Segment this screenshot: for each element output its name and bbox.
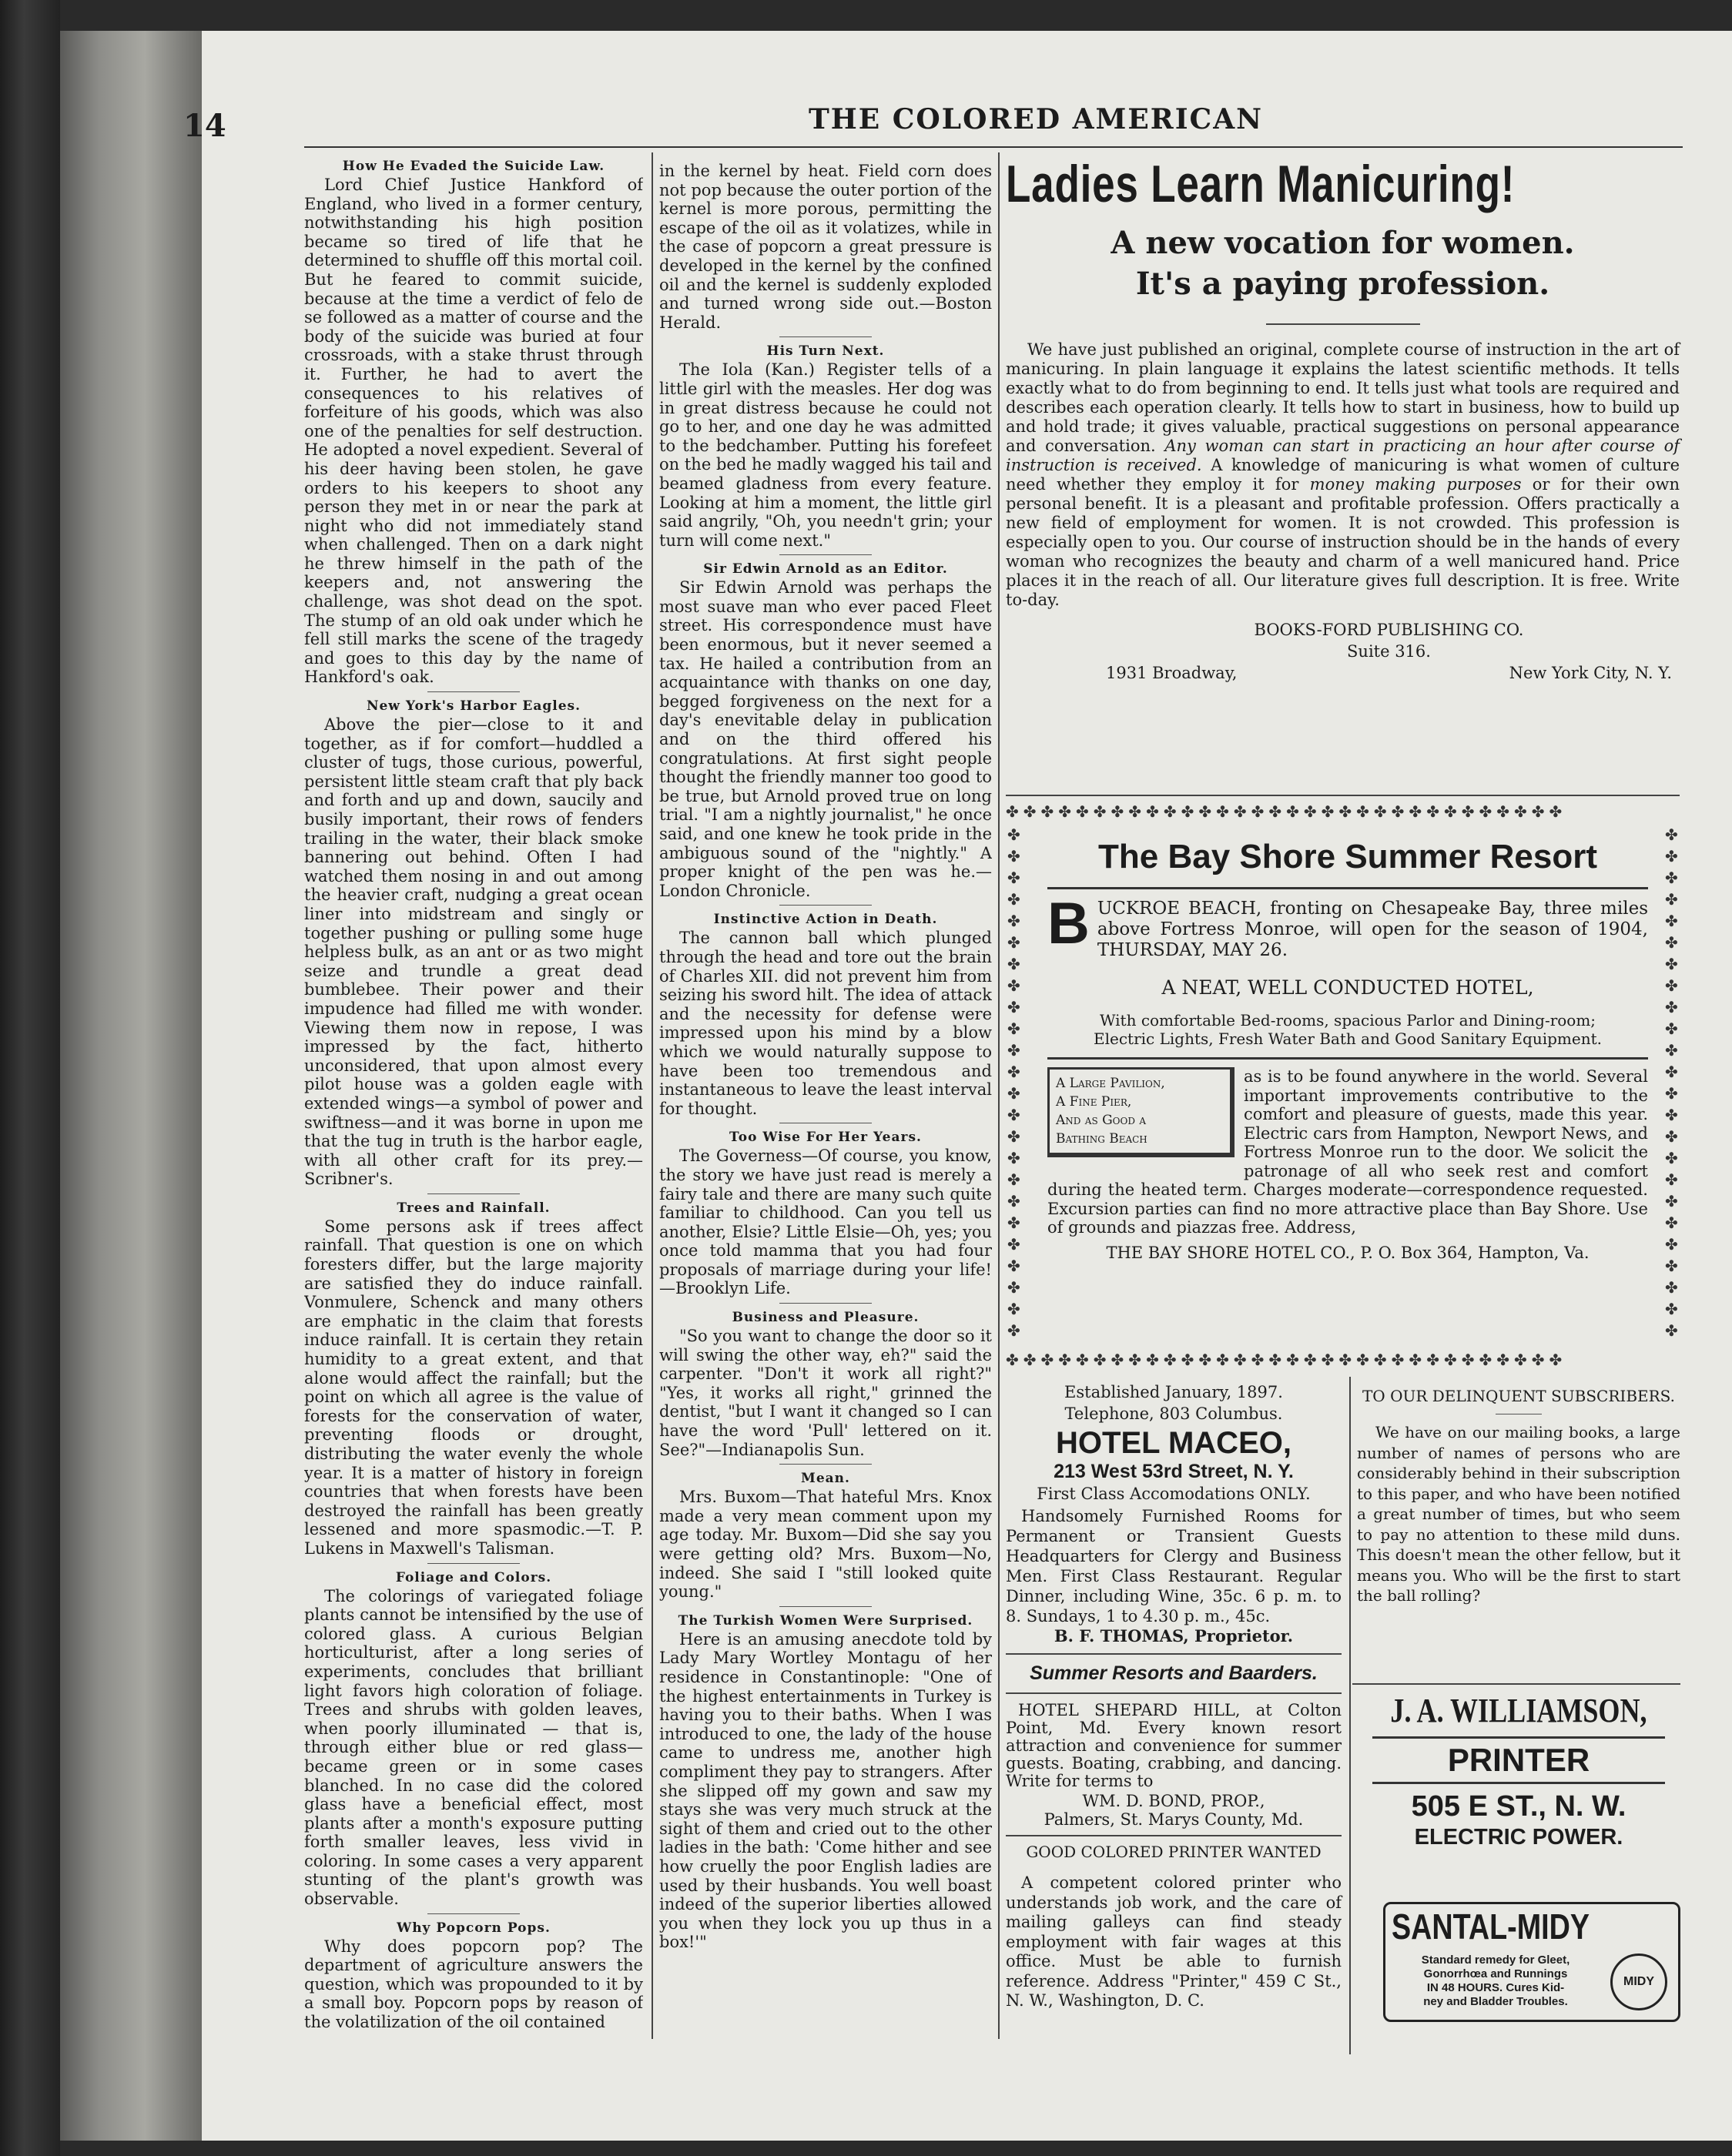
book-binding: [0, 0, 60, 2156]
article: [659, 912, 992, 1118]
bayshore-dropcap: B: [1047, 891, 1090, 956]
divider: [1006, 1692, 1342, 1694]
williamson-printer: PRINTER: [1447, 1742, 1590, 1778]
article-title: Business and Pleasure.: [732, 1310, 920, 1326]
manicuring-ad-title: Ladies Learn Manicuring!: [1006, 155, 1516, 213]
santal-line: Standard remedy for Gleet,: [1421, 1953, 1570, 1967]
page-number: 14: [183, 108, 226, 144]
hotel-maceo-ad: [1006, 1383, 1342, 2011]
bayshore-ad: [1047, 838, 1648, 1346]
article-body: Sir Edwin Arnold was perhaps the most suave man who ever paced Fleet street. His correspondence must have been enormous, but it never seemed a tax. He hailed a contribution from an acquaintance with thanks on one day, begged forgiveness on the next for a day's enevitable delay in publication and on the third offered his congratulations. At first sight people thought the friendly manner too good to be true, but Arnold proved true on long trial. "I am a nightly journalist," he once said, and one knew he took pride in the ambiguous sound of the "nightly." A proper knight of the pen was he.—London Chronicle.: [659, 578, 992, 900]
williamson-power: ELECTRIC POWER.: [1414, 1825, 1623, 1850]
article-body: The Iola (Kan.) Register tells of a little girl with the measles. Her dog was in great distress because he could not go to her, and one day he was admitted to the bedchamber. Putting his forefeet on the bed he madly wagged his tail and beamed gladness from every feature. Looking at him a moment, the little girl said angrily, "Oh, you needn't grin; your turn will come next.": [659, 360, 992, 550]
divider: [427, 691, 520, 692]
bayshore-rule: [1047, 887, 1648, 889]
manicuring-ad-italic: money making purposes: [1309, 475, 1522, 494]
ornamental-border-bottom: ✤✤✤✤✤✤✤✤✤✤✤✤✤✤✤✤✤✤✤✤✤✤✤✤✤✤✤✤✤✤✤✤: [1006, 1351, 1567, 1369]
feature-line: And as Good a: [1056, 1113, 1147, 1128]
article-title: His Turn Next.: [766, 343, 885, 360]
santal-name: SANTAL-MIDY: [1392, 1907, 1590, 1947]
article-body: Above the pier—close to it and together, as if for comfort—huddled a cluster of tugs, those curious, powerful, persistent little steam craft that ply back and forth and up and down, saucily and busily important, their rows of fenders trailing in the water, their black smoke bannering out behind. Often I had watched them nosing in and out among the heavier craft, nudging a great ocean liner into midstream and singly or together pushing or pulling some huge helpless bulk, as an ant or as two might seize and trundle a great dead bumblebee. Their power and their impudence had filled me with wonder. Viewing them now in repose, I was impressed by the fact, hitherto unconsidered, that upon almost every pilot house was a golden eagle with extended wings—a symbol of power and swiftness—and it was borne in upon me that the tug in truth is the harbor eagle, with all other craft for its prey.—Scribner's.: [304, 715, 643, 1189]
masthead: THE COLORED AMERICAN: [809, 103, 1264, 136]
williamson-box: [1372, 1736, 1665, 1784]
ad-divider: [1006, 795, 1680, 796]
article-title: New York's Harbor Eagles.: [366, 698, 581, 715]
header-rule: [304, 146, 1683, 148]
article: [659, 1310, 992, 1459]
divider: [779, 905, 872, 906]
williamson-ad: [1357, 1691, 1680, 1850]
manicuring-ad-subtitle-1: A new vocation for women.: [1111, 225, 1575, 261]
column-divider: [652, 152, 653, 2039]
article-title: How He Evaded the Suicide Law.: [342, 159, 605, 174]
maceo-address: 213 West 53rd Street, N. Y.: [1054, 1461, 1294, 1482]
bayshore-hotel: A NEAT, WELL CONDUCTED HOTEL,: [1161, 976, 1534, 999]
article-body: Lord Chief Justice Hankford of England, who lived in a former century, notwithstanding his high position became so tired of life that he determined to shuffle off this mortal coil. But he feared to commit suicide, because at the time a verdict of felo de se followed as a matter of course and the body of the suicide was buried at four crossroads, with a stake thrust through it. Further, he had to avert the consequences to his relatives of forfeiture of his goods, which was also one of the penalties for self destruction. He adopted a novel expedient. Several of his deer having been stolen, he gave orders to his keepers to shoot any person they met in or near the park at night who did not immediately stand when challenged. Then on a dark night he threw himself in the path of the keepers and, not answering the challenge, was shot dead on the spot. The stump of an old oak under which he fell still marks the scene of the tragedy and goes to this day by the name of Hankford's oak.: [304, 176, 643, 687]
manicuring-ad-italic: Any woman can start in practicing an hour after course of instruction is received.: [1006, 437, 1680, 474]
article-title: Why Popcorn Pops.: [397, 1920, 551, 1936]
printer-wanted-heading: GOOD COLORED PRINTER WANTED: [1026, 1843, 1322, 1861]
column-1: [304, 152, 643, 2108]
williamson-address: 505 E ST., N. W.: [1411, 1790, 1626, 1823]
bayshore-title: The Bay Shore Summer Resort: [1098, 838, 1597, 875]
feature-line: A Large Pavilion,: [1056, 1076, 1165, 1091]
divider: [427, 1913, 520, 1914]
delinquent-notice: [1357, 1386, 1680, 1606]
column-divider: [1349, 1377, 1351, 2054]
printer-wanted-body: A competent colored printer who understands job work, and the care of mailing galleys can find steady employment with fair wages at this office. Must be able to furnish reference. Address "Printer," 459 C St., N. W., Washington, D. C.: [1006, 1873, 1342, 2010]
ornamental-border-top: ✤✤✤✤✤✤✤✤✤✤✤✤✤✤✤✤✤✤✤✤✤✤✤✤✤✤✤✤✤✤✤✤: [1006, 802, 1567, 821]
page-spine-edge: [60, 31, 214, 2141]
article: [659, 561, 992, 900]
manicuring-ad-suite: Suite 316.: [1347, 642, 1431, 661]
summer-resorts-contact: Palmers, St. Marys County, Md.: [1044, 1810, 1304, 1829]
feature-line: Bathing Beach: [1056, 1131, 1147, 1147]
article-title: Instinctive Action in Death.: [713, 912, 938, 928]
maceo-body: Handsomely Furnished Rooms for Permanent or Transient Guests Headquarters for Clergy and Business Men. First Class Restaurant. Regular Dinner, including Wine, 35c. 6 p. m. to 8. Sundays, 1 to 4.30 p. m., 45c.: [1006, 1507, 1342, 1625]
midy-badge: [1610, 1953, 1667, 2010]
divider: [1006, 1653, 1342, 1655]
summer-resorts-contact: WM. D. BOND, PROP.,: [1082, 1792, 1265, 1810]
column-divider: [998, 152, 1000, 2039]
bayshore-amenities: With comfortable Bed-rooms, spacious Parlor and Dining-room; Electric Lights, Fresh Water Bath and Good Sanitary Equipment.: [1094, 1011, 1602, 1048]
column-2: [659, 162, 992, 2102]
article: [304, 698, 643, 1189]
manicuring-ad-text: We have just published an original, complete course of instruction in the art of manicuring. In plain language it explains the latest scientific methods. It tells exactly what to do from beginning to end. It tells just what tools are required and describes each operation clearly. It tells how to start in business, how to build up and hold trade; it gives valuable, practical suggestions on personal appearance and conversation.: [1006, 340, 1680, 455]
manicuring-ad-text: or for their own personal benefit. It is a pleasant and profitable profession. Offers practically a new field of employment for women. It is not crowded. This profession is especially open to you. Our course of instruction should be in the hands of every woman who recognizes the beauty and charm of a well manicured hand. Price places it in the reach of all. Our literature gives full description. It is free. Write to-day.: [1006, 475, 1680, 609]
article: [304, 159, 643, 687]
manicuring-ad-company: BOOKS-FORD PUBLISHING CO.: [1254, 621, 1524, 639]
williamson-name: J. A. WILLIAMSON,: [1390, 1692, 1647, 1729]
article: [304, 1570, 643, 1909]
santal-text: [1399, 1953, 1592, 2009]
divider: [1352, 1683, 1680, 1685]
manicuring-ad-body: [1006, 340, 1680, 610]
divider: [779, 1606, 872, 1607]
maceo-telephone: Telephone, 803 Columbus.: [1064, 1404, 1283, 1423]
article: [659, 162, 992, 332]
article-title: Trees and Rainfall.: [397, 1200, 551, 1216]
santal-line: IN 48 HOURS. Cures Kid-: [1426, 1981, 1565, 1994]
maceo-established: Established January, 1897.: [1064, 1383, 1283, 1401]
article-body: Mrs. Buxom—That hateful Mrs. Knox made a very mean comment upon my age today. Mr. Buxom—Did she say you were getting old? Mrs. Buxom—No, indeed. She said I "still looked quite young.": [659, 1488, 992, 1602]
summer-resorts-body: HOTEL SHEPARD HILL, at Colton Point, Md. Every known resort attraction and convenience for summer guests. Boating, crabbing, and dancing. Write for terms to: [1006, 1701, 1342, 1790]
bayshore-body: as is to be found anywhere in the world. Several important improvements contributive to the comfort and pleasure of guests, made this year. Electric cars from Hampton, Newport News, and Fortress Monroe run to the door. We solicit the patronage of all who seek rest and comfort during the heated term. Charges moderate—correspondence requested. Excursion parties can find no more attractive place than Bay Shore. Use of grounds and piazzas free. Address,: [1047, 1067, 1648, 1237]
article: [304, 1200, 643, 1558]
article-title: Foliage and Colors.: [395, 1569, 552, 1585]
divider: [779, 1464, 872, 1465]
article-body: Why does popcorn pop? The department of agriculture answers the question, which was propounded to it by a small boy. Popcorn pops by reason of the volatilization of the oil contained: [304, 1937, 643, 2032]
bayshore-intro-text: UCKROE BEACH, fronting on Chesapeake Bay, three miles above Fortress Monroe, will open for the season of 1904, THURSDAY, MAY 26.: [1097, 899, 1648, 960]
maceo-tagline: First Class Accomodations ONLY.: [1037, 1485, 1311, 1503]
feature-line: A Fine Pier,: [1056, 1094, 1132, 1110]
article-body: "So you want to change the door so it will swing the other way, eh?" said the carpenter. "Don't it work all right?" "Yes, it works all right," grinned the dentist, "but I want it changed so I can have the word 'Pull' lettered on it. See?"—Indianapolis Sun.: [659, 1327, 992, 1459]
article-title: The Turkish Women Were Surprised.: [678, 1612, 973, 1629]
manicuring-ad-address: 1931 Broadway,: [1106, 664, 1238, 682]
midy-badge-text: MIDY: [1623, 1975, 1654, 1988]
divider: [779, 554, 872, 555]
delinquent-body: We have on our mailing books, a large number of names of persons who are considerably behind in their subscription to this paper, and who have been notified a great number of times, but who seem to pay no attention to these mild duns. This doesn't mean the other fellow, but it means you. Who will be the first to start the ball rolling?: [1357, 1423, 1680, 1605]
manicuring-ad-city: New York City, N. Y.: [1509, 664, 1672, 682]
article-title: Mean.: [801, 1471, 850, 1487]
bayshore-footer: THE BAY SHORE HOTEL CO., P. O. Box 364, Hampton, Va.: [1106, 1243, 1590, 1262]
ornamental-border-left: ✤ ✤ ✤ ✤ ✤ ✤ ✤ ✤ ✤ ✤ ✤ ✤ ✤ ✤ ✤ ✤ ✤ ✤ ✤ ✤ ✤ ✤ ✤ ✤: [1007, 825, 1020, 1340]
manicuring-ad-rule: [1266, 323, 1420, 325]
article: [659, 343, 992, 550]
manicuring-ad-address-row: [1106, 664, 1672, 682]
bayshore-intro: [1047, 891, 1648, 961]
santal-line: ney and Bladder Troubles.: [1423, 1995, 1568, 2008]
article-body: The Governess—Of course, you know, the story we have just read is merely a fairy tale and there are many such quite familiar to childhood. Can you tell us another, Elsie? Little Elsie—Oh, yes; you once told mamma that you had four proposals of marriage during your life!—Brooklyn Life.: [659, 1147, 992, 1298]
divider: [1006, 1835, 1342, 1836]
article-title: Too Wise For Her Years.: [729, 1130, 922, 1146]
article-body: in the kernel by heat. Field corn does not pop because the outer portion of the kernel is more porous, permitting the escape of the oil as it volatizes, while in the case of popcorn a great pressure is developed in the kernel by the confined oil and the kernel is suddenly exploded and turned wrong side out.—Boston Herald.: [659, 162, 992, 332]
bayshore-body-wrap: [1047, 1067, 1648, 1237]
article-body: Here is an amusing anecdote told by Lady Mary Wortley Montagu of her residence in Constantinople: "One of the highest entertainments in Turkey is having you to their baths. When I was introduced to one, the lady of the house came to undress me, another high compliment they pay to strangers. After she slipped off my gown and saw my stays she was very much struck at the sight of them and cried out to the other ladies in the bath: 'Come hither and see how cruelly the poor English ladies are used by their husbands. You well boast indeed of the superior liberties allowed you when they lock you up thus in a box!'": [659, 1629, 992, 1952]
santal-line: Gonorrhœa and Runnings: [1423, 1967, 1568, 1980]
divider: [779, 336, 872, 337]
article-body: The colorings of variegated foliage plants cannot be intensified by the use of colored glass. A curious Belgian horticulturist, after a long series of experiments, concludes that brilliant light favors high coloration of foliage. Trees and shrubs with golden leaves, when poorly illuminated — that is, through either blue or red glass—became green or in some cases blanched. In no case did the colored glass have a beneficial effect, most plants after a month's exposure putting forth smaller leaves, less vivid in coloring. In some cases a very apparent stunting of the plant's growth was observable.: [304, 1586, 643, 1909]
bayshore-feature-box: [1047, 1067, 1235, 1157]
article: [659, 1613, 992, 1952]
manicuring-ad: [1006, 154, 1680, 785]
santal-midy-ad: [1383, 1902, 1680, 2022]
article-title: Sir Edwin Arnold as an Editor.: [703, 561, 948, 578]
article: [659, 1471, 992, 1602]
article: [659, 1130, 992, 1298]
article: [304, 1920, 643, 2032]
divider: [427, 1563, 520, 1564]
article-body: Some persons ask if trees affect rainfall. That question is one on which foresters differ, but the large majority are satisfied they do induce rainfall. Vonmulere, Schenck and many others are emphatic in the claim that forests induce rainfall. It is certain they retain humidity to a great extent, and that alone would affect the rainfall; but the point on which all agree is the value of forests for the conservation of water, preventing floods or drought, distributing the water evenly the whole year. It is a matter of history in foreign countries that when forests have been destroyed the rainfall has been greatly lessened and more spasmodic.—T. P. Lukens in Maxwell's Talisman.: [304, 1217, 643, 1558]
maceo-proprietor: B. F. THOMAS, Proprietor.: [1054, 1626, 1294, 1645]
bayshore-rule: [1047, 1057, 1648, 1060]
summer-resorts-heading: Summer Resorts and Baarders.: [1030, 1662, 1318, 1684]
manicuring-ad-subtitle-2: It's a paying profession.: [1135, 266, 1550, 302]
manicuring-ad-text: A knowledge of manicuring is what women of culture need whether they employ it for: [1006, 456, 1680, 494]
delinquent-heading: TO OUR DELINQUENT SUBSCRIBERS.: [1362, 1387, 1676, 1405]
article-body: The cannon ball which plunged through the head and tore out the brain of Charles XII. did not prevent him from seizing his sword hilt. The idea of attack and the necessity for defense were impressed upon his mind by a blow which we would naturally suppose to have been too tremendous and instantaneous to leave the least interval for thought.: [659, 929, 992, 1118]
divider: [779, 1303, 872, 1304]
ornamental-border-right: ✤ ✤ ✤ ✤ ✤ ✤ ✤ ✤ ✤ ✤ ✤ ✤ ✤ ✤ ✤ ✤ ✤ ✤ ✤ ✤ ✤ ✤ ✤ ✤: [1665, 825, 1678, 1340]
maceo-name: HOTEL MACEO,: [1056, 1426, 1291, 1460]
